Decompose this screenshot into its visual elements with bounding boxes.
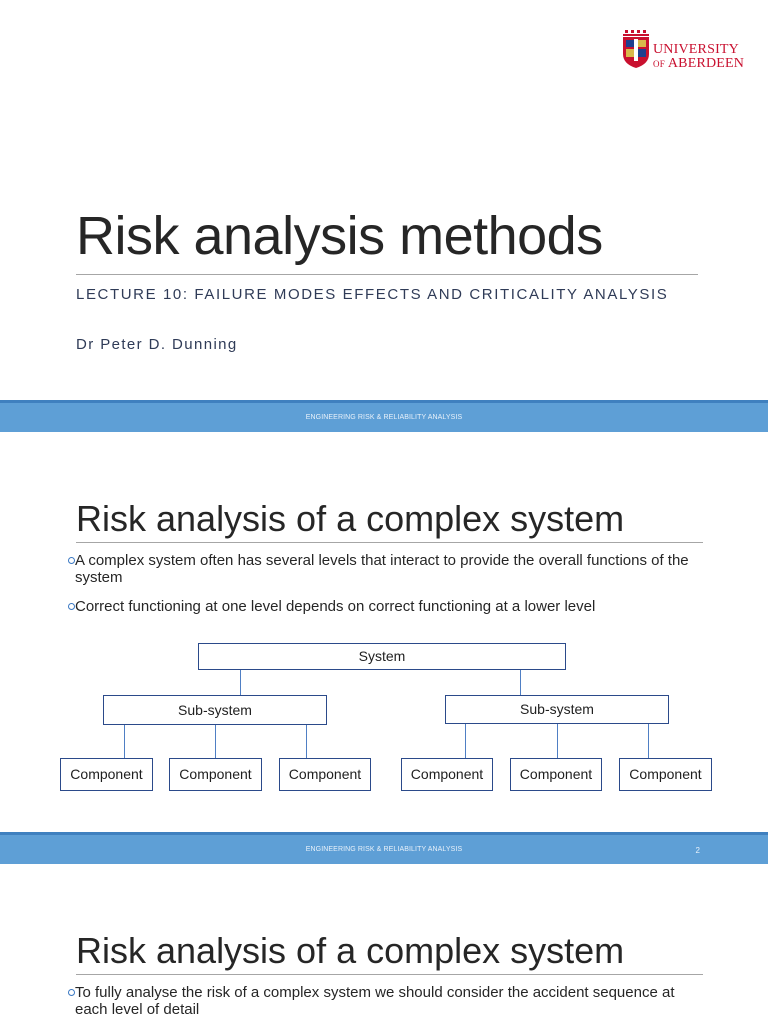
bullet-circle-icon xyxy=(68,603,75,610)
component-node: Component xyxy=(510,758,602,791)
logo-wordmark xyxy=(653,43,744,71)
bullet-item xyxy=(68,984,708,1018)
lecture-subtitle: LECTURE 10: FAILURE MODES EFFECTS AND CRITICALITY ANALYSIS xyxy=(76,286,669,303)
title-divider xyxy=(76,274,698,275)
connector-line xyxy=(240,670,241,695)
bullet-circle-icon xyxy=(68,557,75,564)
subsystem-node: Sub-system xyxy=(103,695,327,725)
connector-line xyxy=(465,724,466,758)
bullet-item xyxy=(68,552,708,586)
presentation-title: Risk analysis methods xyxy=(76,206,603,266)
subsystem-node: Sub-system xyxy=(445,695,669,724)
component-node: Component xyxy=(169,758,262,791)
slide-title: Risk analysis of a complex system xyxy=(76,498,625,539)
content-slide-3 xyxy=(0,864,768,1024)
title-slide xyxy=(0,0,768,400)
component-node: Component xyxy=(60,758,153,791)
bullet-item xyxy=(68,598,708,615)
bullet-text: To fully analyse the risk of a complex system we should consider the accident sequence at each level of detail xyxy=(75,984,675,1018)
logo-aberdeen: ABERDEEN xyxy=(667,56,745,71)
slide-title: Risk analysis of a complex system xyxy=(76,930,625,971)
footer-course-title: ENGINEERING RISK & RELIABILITY ANALYSIS xyxy=(305,846,463,853)
author-name: Dr Peter D. Dunning xyxy=(76,336,238,353)
university-crest-icon xyxy=(622,30,652,70)
connector-line xyxy=(306,725,307,758)
connector-line xyxy=(215,725,216,758)
footer-course-title: ENGINEERING RISK & RELIABILITY ANALYSIS xyxy=(305,414,463,421)
component-node: Component xyxy=(619,758,712,791)
logo-line-aberdeen xyxy=(653,57,744,71)
component-node: Component xyxy=(401,758,493,791)
bullet-text: Correct functioning at one level depends on correct functioning at a lower level xyxy=(75,598,596,615)
logo-of: OF xyxy=(653,59,665,69)
connector-line xyxy=(520,670,521,695)
logo-line-university: UNIVERSITY xyxy=(653,42,739,57)
connector-line xyxy=(124,725,125,758)
bullet-circle-icon xyxy=(68,989,75,996)
component-node: Component xyxy=(279,758,371,791)
slide-footer-2 xyxy=(0,832,768,864)
university-logo xyxy=(620,24,750,76)
content-slide-2 xyxy=(0,432,768,832)
title-divider xyxy=(76,974,703,975)
system-node: System xyxy=(198,643,566,670)
connector-line xyxy=(557,724,558,758)
bullet-text: A complex system often has several levels that interact to provide the overall functions of the system xyxy=(75,552,689,586)
title-divider xyxy=(76,542,703,543)
connector-line xyxy=(648,724,649,758)
slide-number: 2 xyxy=(695,846,700,855)
slide-footer-1 xyxy=(0,400,768,432)
